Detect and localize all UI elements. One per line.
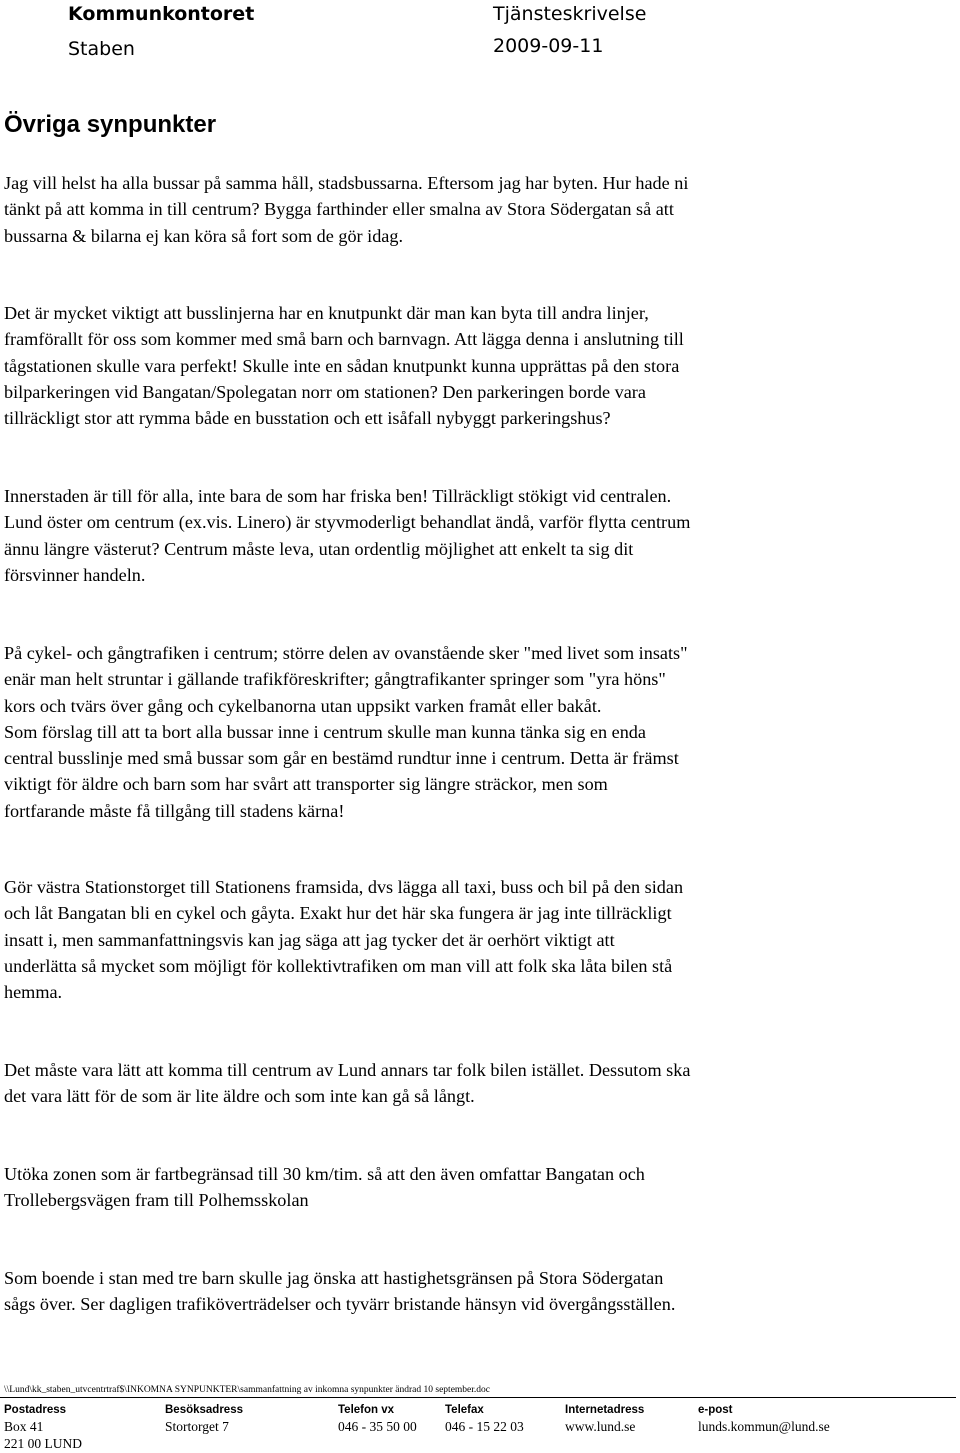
paragraph-line: framförallt för oss som kommer med små barn och barnvagn. Att lägga denna i anslutning till — [4, 329, 684, 350]
paragraph-line: tågstationen skulle vara perfekt! Skulle inte en sådan knutpunkt kunna upprättas på den stora — [4, 355, 680, 376]
paragraph-line: hemma. — [4, 982, 63, 1003]
paragraph-line: Gör västra Stationstorget till Stationens framsida, dvs lägga all taxi, buss och bil på den sidan — [4, 877, 684, 897]
header-doc-type: Tjänsteskrivelse — [493, 3, 647, 25]
footer-label-epost: e-post — [698, 1404, 733, 1416]
header-org: Kommunkontoret — [68, 3, 255, 25]
footer-label-telefax: Telefax — [445, 1404, 484, 1416]
footer-label-internetadress: Internetadress — [565, 1404, 645, 1416]
paragraph-line: underlätta så mycket som möjligt för kollektivtrafiken om man vill att folk ska låta bilen stå — [4, 955, 673, 976]
paragraph-line: tillräckligt stor att rymma både en busstation och ett isåfall nybyggt parkeringshus? — [4, 408, 611, 429]
paragraph-line: Som förslag till att ta bort alla bussar inne i centrum skulle man kunna tänka sig en enda — [4, 721, 646, 742]
paragraph-4 — [4, 640, 954, 824]
paragraph-line: Trollebergsvägen fram till Polhemsskolan — [4, 1190, 309, 1211]
paragraph-line: ännu längre västerut? Centrum måste leva, utan ordentlig möjlighet att enkelt ta sig dit — [4, 538, 634, 559]
paragraph-line: bussarna & bilarna ej kan köra så fort som de gör idag. — [4, 225, 403, 246]
footer-value-telefon: 046 - 35 50 00 — [338, 1419, 417, 1434]
paragraph-line: Som boende i stan med tre barn skulle jag önska att hastighetsgränsen på Stora Södergatan — [4, 1268, 664, 1288]
footer-label-telefon: Telefon vx — [338, 1404, 395, 1416]
paragraph-line: På cykel- och gångtrafiken i centrum; större delen av ovanstående sker "med livet som insats" — [4, 643, 688, 663]
paragraph-line: bilparkeringen vid Bangatan/Spolegatan norr om stationen? Den parkeringen borde vara — [4, 381, 646, 402]
paragraph-line: insatt i, men sammanfattningsvis kan jag säga att jag tycker det är oerhört viktigt att — [4, 929, 615, 950]
header-dept: Staben — [68, 38, 135, 60]
paragraph-5 — [4, 874, 954, 1005]
paragraph-line: sågs över. Ser dagligen trafiköverträdelser och tyvärr bristande hänsyn vid övergångsställen. — [4, 1294, 676, 1315]
paragraph-7 — [4, 1161, 954, 1214]
paragraph-line: tänkt på att komma in till centrum? Bygga farthinder eller smalna av Stora Södergatan så att — [4, 199, 674, 220]
paragraph-line: försvinner handeln. — [4, 564, 146, 585]
footer-value-postadress-2: 221 00 LUND — [4, 1436, 82, 1451]
paragraph-line: viktigt för äldre och barn som har svårt att transporter sig längre sträckor, men som — [4, 774, 608, 795]
footer-label-postadress: Postadress — [4, 1404, 67, 1416]
paragraph-line: och låt Bangatan bli en cykel och gåyta. Exakt hur det här ska fungera är jag inte tillräckligt — [4, 903, 672, 924]
footer-file-path: \\Lund\kk_staben_utvcentrtraf$\INKOMNA SYNPUNKTER\sammanfattning av inkomna synpunkter ändrad 10 september.doc — [4, 1385, 490, 1395]
paragraph-1 — [4, 170, 954, 249]
footer-value-internetadress[interactable]: www.lund.se — [565, 1419, 636, 1434]
paragraph-3 — [4, 483, 954, 588]
paragraph-line: enär man helt struntar i gällande trafikföreskrifter; gångtrafikanter springer som "yra höns" — [4, 669, 666, 690]
footer-value-epost[interactable]: lunds.kommun@lund.se — [698, 1419, 830, 1434]
paragraph-2 — [4, 300, 954, 431]
paragraph-8 — [4, 1265, 954, 1318]
paragraph-line: kors och tvärs över gång och cykelbanorna utan uppsikt varken framåt eller bakåt. — [4, 695, 602, 716]
footer-divider — [0, 1397, 956, 1398]
paragraph-line: Innerstaden är till för alla, inte bara de som har friska ben! Tillräckligt stökigt vid centralen. — [4, 486, 672, 506]
paragraph-line: Det är mycket viktigt att busslinjerna har en knutpunkt där man kan byta till andra linjer, — [4, 303, 649, 323]
paragraph-line: det vara lätt för de som är lite äldre och som inte kan gå så långt. — [4, 1086, 475, 1107]
footer-value-besoksadress: Stortorget 7 — [165, 1419, 229, 1434]
paragraph-line: central busslinje med små bussar som går en bestämd rundtur inne i centrum. Detta är främst — [4, 748, 679, 769]
paragraph-line: Lund öster om centrum (ex.vis. Linero) är styvmoderligt behandlat ändå, varför flytta centrum — [4, 512, 691, 533]
paragraph-line: Utöka zonen som är fartbegränsad till 30 km/tim. så att den även omfattar Bangatan och — [4, 1164, 645, 1184]
footer-value-telefax: 046 - 15 22 03 — [445, 1419, 524, 1434]
header-date: 2009-09-11 — [493, 35, 604, 57]
paragraph-6 — [4, 1057, 954, 1110]
paragraph-line: Jag vill helst ha alla bussar på samma håll, stadsbussarna. Eftersom jag har byten. Hur hade ni — [4, 173, 689, 193]
paragraph-line: Det måste vara lätt att komma till centrum av Lund annars tar folk bilen istället. Dessutom ska — [4, 1060, 691, 1080]
section-title: Övriga synpunkter — [4, 111, 217, 138]
footer-value-postadress: Box 41 — [4, 1419, 44, 1434]
paragraph-line: fortfarande måste få tillgång till stadens kärna! — [4, 800, 345, 821]
footer-label-besoksadress: Besöksadress — [165, 1404, 243, 1416]
